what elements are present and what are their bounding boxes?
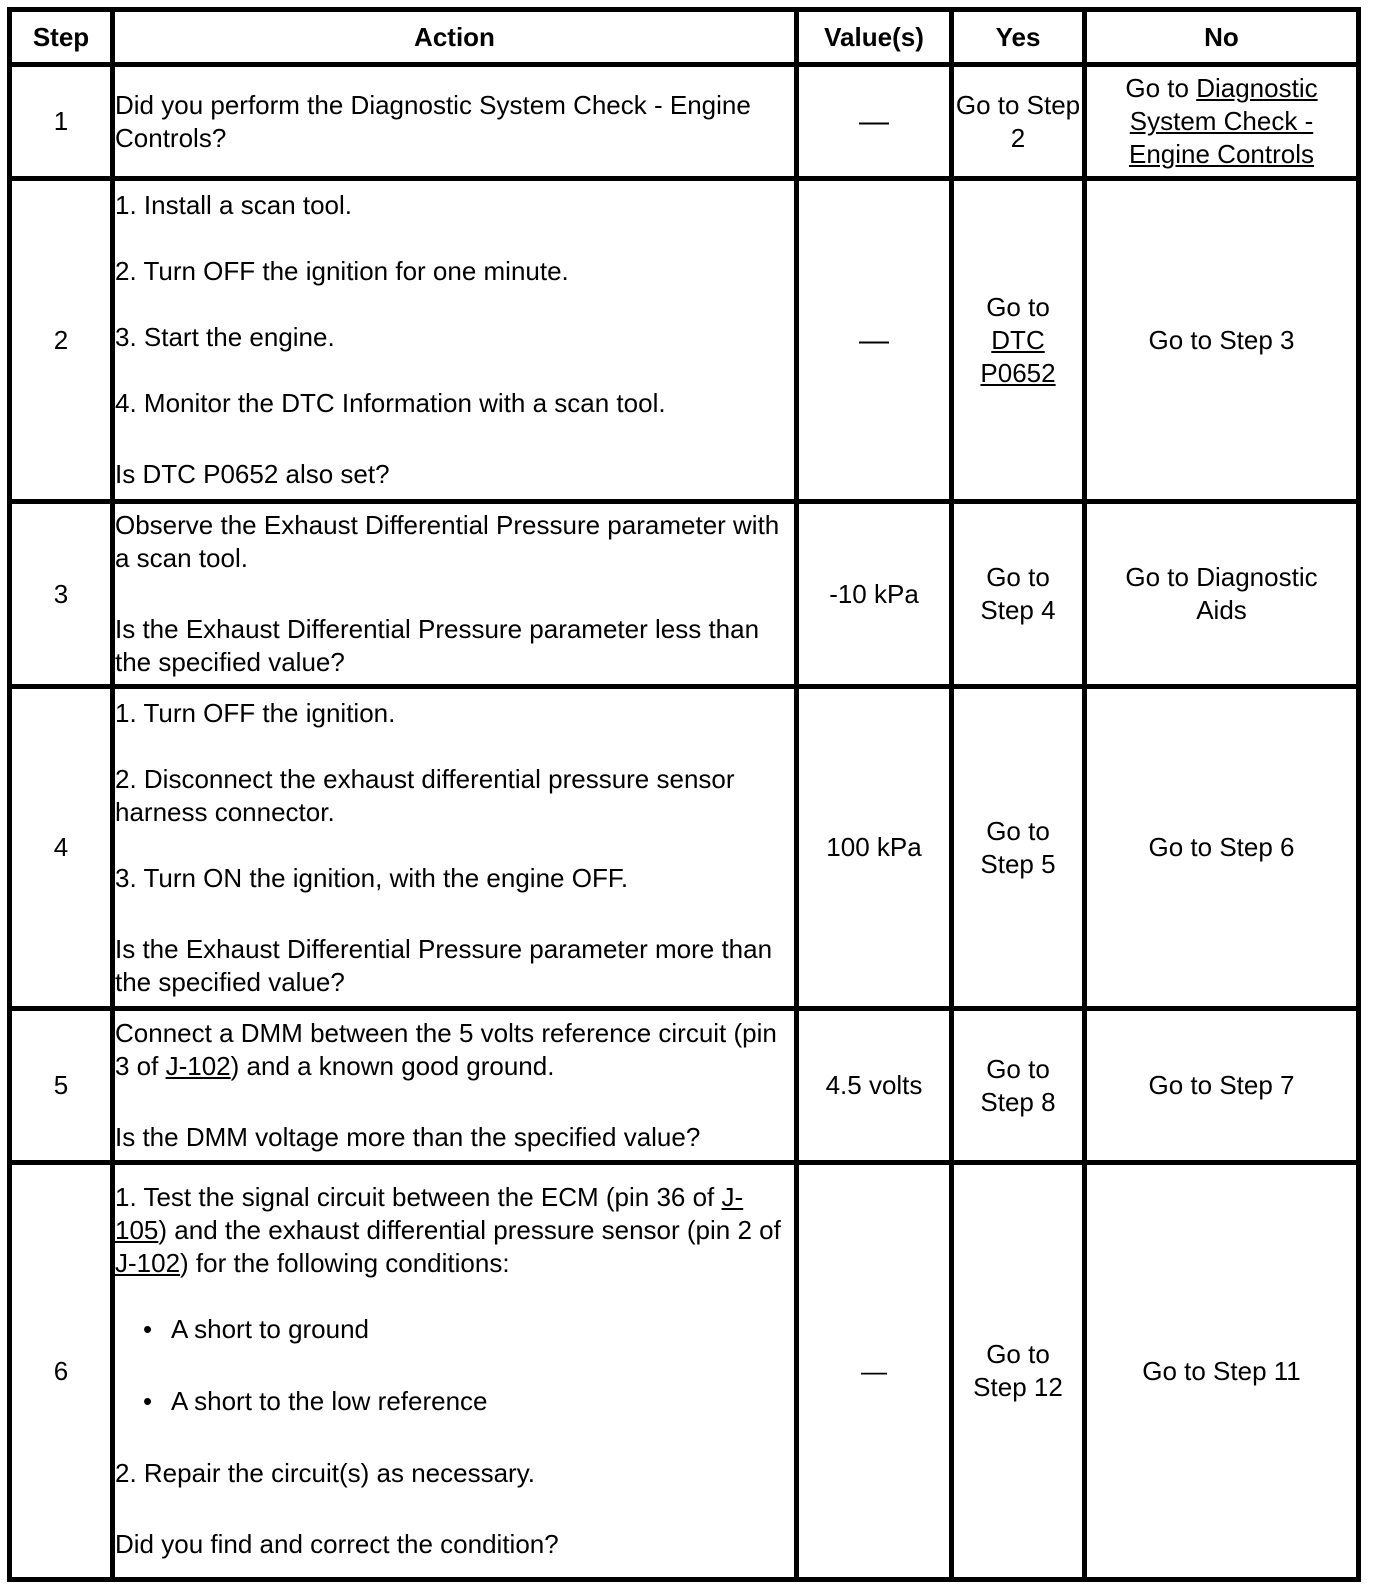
header-action: Action [113,10,797,65]
no-cell [1085,502,1359,687]
table-row [10,502,1359,687]
no-cell: Go to Step 11 [1085,1163,1359,1580]
action-text [115,1017,794,1083]
yes-text: Go to Step 4 [980,562,1056,625]
step-number: 4 [10,687,113,1009]
diagnostic-system-check-link[interactable]: Diagnostic System Check - Engine Controls [1129,73,1318,169]
table-row [10,687,1359,1009]
yes-cell [952,1009,1085,1163]
step-number: 6 [10,1163,113,1580]
table-row [10,65,1359,179]
header-yes: Yes [952,10,1085,65]
table-row [10,1009,1359,1163]
yes-text: Go to Step 12 [973,1339,1063,1402]
action-cell [113,65,797,179]
header-no: No [1085,10,1359,65]
list-item [115,1385,794,1418]
header-values: Value(s) [797,10,952,65]
action-text: 3. Start the engine. [115,322,335,352]
action-question: Is the DMM voltage more than the specified value? [115,1122,701,1152]
value-cell: -10 kPa [797,502,952,687]
no-cell: Go to Step 3 [1085,179,1359,502]
j-102-link[interactable]: J-102 [165,1051,231,1081]
step-number: 5 [10,1009,113,1163]
yes-text: Go to Step 5 [980,815,1056,879]
step-number: 2 [10,179,113,502]
value-cell: — [797,65,952,179]
no-cell: Go to Step 7 [1085,1009,1359,1163]
yes-cell [952,1163,1085,1580]
j-102-link[interactable]: J-102 [115,1248,181,1278]
action-question: Did you find and correct the condition? [115,1529,559,1559]
action-text: 1. Turn OFF the ignition. [115,697,396,728]
yes-cell [952,687,1085,1009]
action-text: 3. Turn ON the ignition, with the engine OFF. [115,862,629,893]
step-number: 1 [10,65,113,179]
yes-cell: Go to Step 2 [952,65,1085,179]
header-step: Step [10,10,113,65]
action-text-part: ) for the following conditions: [180,1248,510,1278]
action-text-part: ) and the exhaust differential pressure sensor (pin 2 of [158,1215,781,1245]
action-text [115,1181,794,1280]
list-item [115,1313,794,1346]
value-cell: — [797,1163,952,1580]
action-text-part: 1. Test the signal circuit between the ECM (pin 36 of [115,1182,722,1212]
no-cell: Go to Step 6 [1085,687,1359,1009]
j-105-link[interactable]: J-105 [115,1182,744,1245]
action-text: Observe the Exhaust Differential Pressure parameter with a scan tool. [115,510,780,573]
table-row [10,1163,1359,1580]
action-text: 2. Turn OFF the ignition for one minute. [115,256,569,286]
action-question: Is DTC P0652 also set? [115,459,390,489]
yes-cell [952,502,1085,687]
action-text: Did you perform the Diagnostic System Check - Engine Controls? [115,89,751,153]
action-text-part: ) and a known good ground. [230,1051,555,1081]
action-cell [113,1163,797,1580]
value-cell: 4.5 volts [797,1009,952,1163]
yes-prefix: Go to [986,291,1050,322]
action-cell [113,1009,797,1163]
value-cell: 100 kPa [797,687,952,1009]
header-row [10,10,1359,65]
diagnostic-table [7,7,1361,1582]
dtc-p0652-link[interactable]: DTC P0652 [980,324,1056,388]
action-question: Is the Exhaust Differential Pressure parameter more than the specified value? [115,933,773,997]
action-cell [113,179,797,502]
no-text: Go to Diagnostic Aids [1125,562,1318,625]
value-cell: — [797,179,952,502]
action-cell [113,502,797,687]
list-item-text: A short to the low reference [171,1386,488,1416]
step-number: 3 [10,502,113,687]
action-text: 2. Repair the circuit(s) as necessary. [115,1458,535,1488]
condition-list [115,1313,794,1418]
action-text: 2. Disconnect the exhaust differential pressure sensor harness connector. [115,763,735,827]
action-question: Is the Exhaust Differential Pressure parameter less than the specified value? [115,614,760,677]
yes-text: Go to Step 8 [980,1053,1056,1117]
action-text-part: Connect a DMM between the 5 volts reference circuit (pin 3 of [115,1018,777,1081]
no-prefix: Go to [1125,73,1197,103]
list-item-text: A short to ground [171,1314,370,1344]
action-cell [113,687,797,1009]
yes-cell [952,179,1085,502]
no-cell [1085,65,1359,179]
action-text: 4. Monitor the DTC Information with a scan tool. [115,388,666,418]
action-text: 1. Install a scan tool. [115,190,353,220]
table-row [10,179,1359,502]
